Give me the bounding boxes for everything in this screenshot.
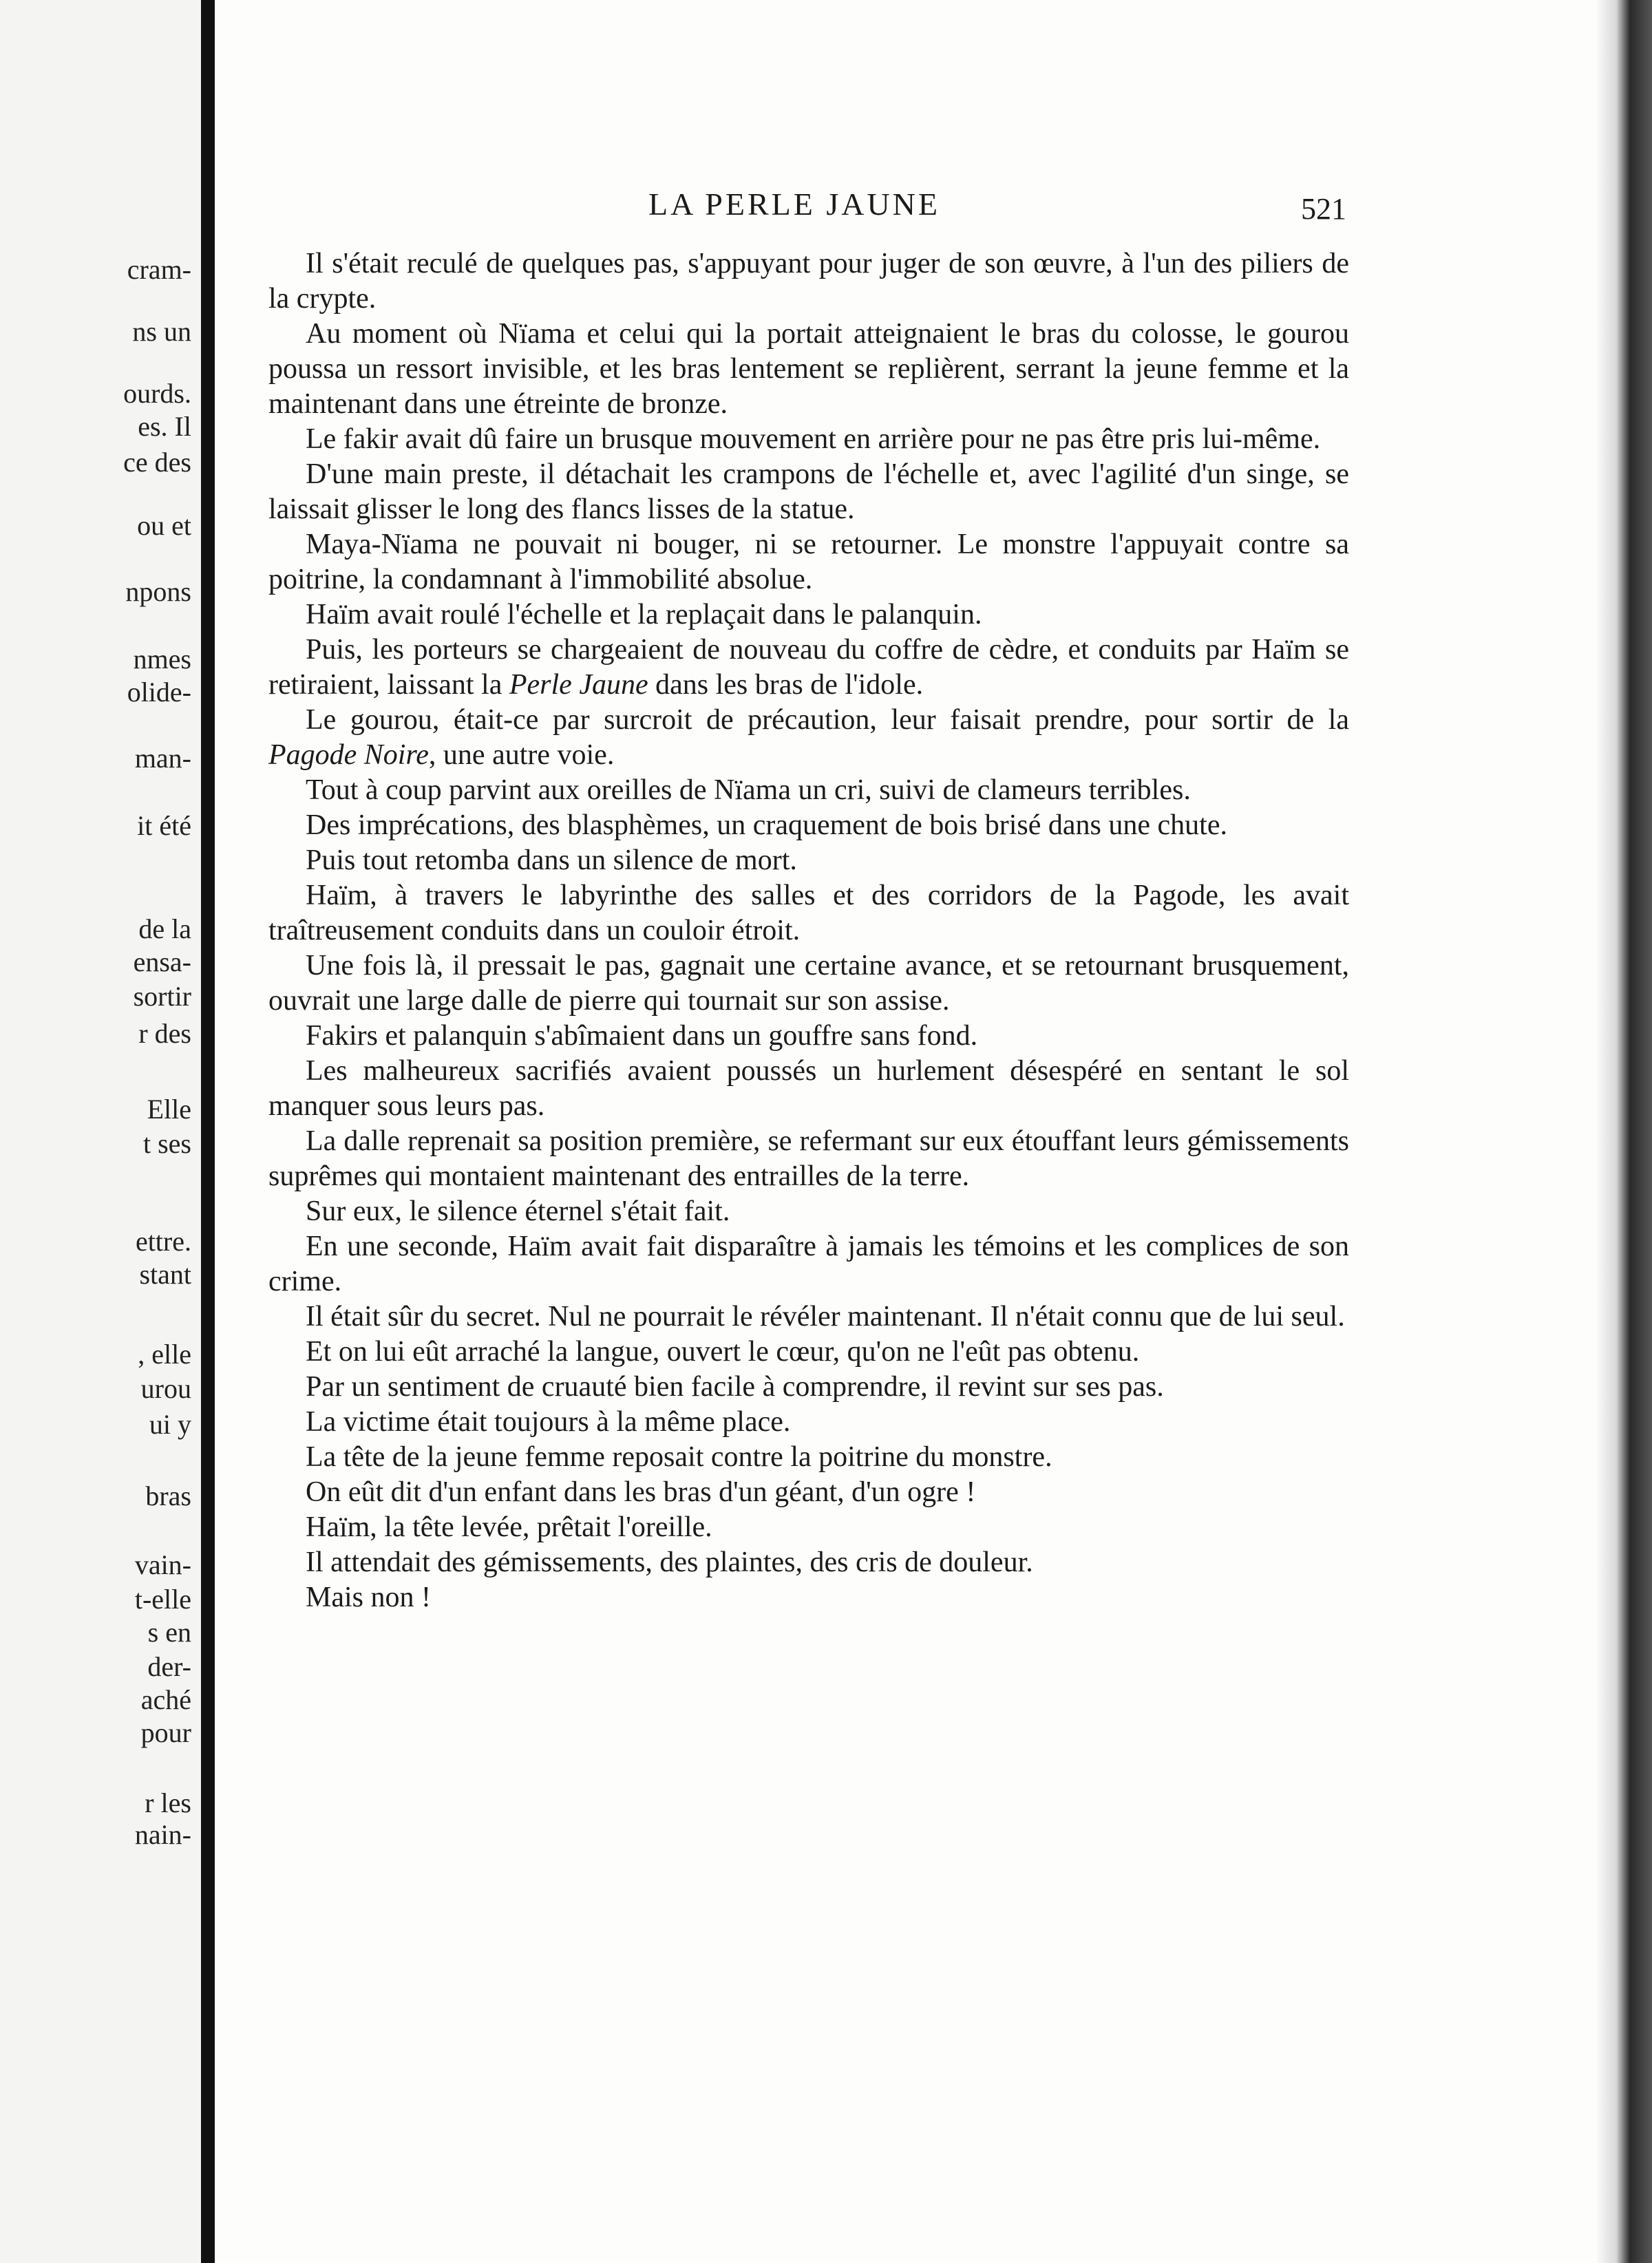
facing-page-fragment: ensa- [133, 946, 191, 977]
facing-page-fragment: r les [145, 1787, 191, 1818]
page-gutter [201, 0, 215, 2263]
paragraph: Fakirs et palanquin s'abîmaient dans un gouffre sans fond. [306, 1020, 978, 1052]
paragraph: On eût dit d'un enfant dans les bras d'un géant, d'un ogre ! [306, 1476, 976, 1508]
page-number: 521 [1301, 192, 1346, 226]
paragraph: Une fois là, il pressait le pas, gagnait une certaine avance, et se retournant brusquement, ouvrait une large dalle de pierre qui tournait sur son assise. [268, 950, 1349, 1017]
facing-page-fragment: nain- [134, 1819, 191, 1850]
paragraph: La dalle reprenait sa position première, se refermant sur eux étouffant leurs gémissements suprêmes qui montaient maintenant des entrailles de la terre. [268, 1125, 1349, 1192]
paragraph: Mais non ! [306, 1582, 431, 1613]
facing-page-fragment: bras [145, 1480, 191, 1511]
paragraph: Puis, les porteurs se chargeaient de nouveau du coffre de cèdre, et conduits par Haïm se retiraient, laissant la Perle Jaune dans les bras de l'idole. [268, 634, 1349, 701]
paragraph: Haïm avait roulé l'échelle et la replaçait dans le palanquin. [306, 599, 982, 630]
paragraph: Et on lui eût arraché la langue, ouvert le cœur, qu'on ne l'eût pas obtenu. [306, 1336, 1140, 1368]
facing-page-fragment: ou et [137, 510, 191, 541]
paragraph: La tête de la jeune femme reposait contre la poitrine du monstre. [306, 1441, 1052, 1473]
paragraph: En une seconde, Haïm avait fait disparaître à jamais les témoins et les complices de son crime. [268, 1231, 1349, 1297]
paragraph: Maya-Nïama ne pouvait ni bouger, ni se retourner. Le monstre l'appuyait contre sa poitrine, la condamnant à l'immobilité absolue. [268, 529, 1349, 595]
running-head: LA PERLE JAUNE [648, 187, 940, 222]
facing-page-fragment: nmes [133, 644, 191, 674]
paragraph: Des imprécations, des blasphèmes, un craquement de bois brisé dans une chute. [306, 809, 1227, 841]
facing-page-fragment: t-elle [134, 1584, 191, 1615]
facing-page-fragment: it été [137, 810, 191, 841]
facing-page-fragment: pour [140, 1717, 191, 1748]
paragraph: Les malheureux sacrifiés avaient poussés un hurlement désespéré en sentant le sol manquer sous leurs pas. [268, 1055, 1349, 1122]
facing-page-fragment: olide- [127, 677, 191, 708]
facing-page-strip [0, 0, 201, 2263]
facing-page-fragment: t ses [143, 1128, 191, 1159]
paragraph: Le gourou, était-ce par surcroit de précaution, leur faisait prendre, pour sortir de la Pagode Noire, une autre voie. [268, 704, 1349, 771]
paragraph: Haïm, à travers le labyrinthe des salles et des corridors de la Pagode, les avait traîtreusement conduits dans un couloir étroit. [268, 880, 1349, 946]
facing-page-fragment: stant [139, 1259, 191, 1290]
facing-page-fragment: ourds. [123, 378, 191, 409]
paragraph: Il était sûr du secret. Nul ne pourrait le révéler maintenant. Il n'était connu que de lui seul. [306, 1301, 1345, 1332]
paragraph: Par un sentiment de cruauté bien facile à comprendre, il revint sur ses pas. [306, 1371, 1164, 1403]
italic-title: Pagode Noire [268, 739, 429, 771]
facing-page-fragment: urou [140, 1373, 191, 1404]
paragraph: Il attendait des gémissements, des plaintes, des cris de douleur. [306, 1547, 1033, 1578]
paragraph: D'une main preste, il détachait les crampons de l'échelle et, avec l'agilité d'un singe, se laissait glisser le long des flancs lisses de la statue. [268, 458, 1349, 525]
facing-page-fragment: man- [134, 743, 191, 774]
facing-page-fragment: cram- [127, 254, 191, 285]
page-edge-shadow [1597, 0, 1652, 2263]
facing-page-fragment: ettre. [135, 1226, 191, 1257]
paragraph: Sur eux, le silence éternel s'était fait. [306, 1196, 730, 1227]
facing-page-fragment: ns un [132, 316, 191, 347]
paragraph: Il s'était reculé de quelques pas, s'appuyant pour juger de son œuvre, à l'un des piliers de la crypte. [268, 248, 1349, 315]
facing-page-fragment: aché [140, 1684, 191, 1715]
facing-page-fragment: de la [138, 913, 191, 944]
paragraph: La victime était toujours à la même place. [306, 1406, 791, 1438]
facing-page-fragment: Elle [147, 1094, 191, 1125]
paragraph: Haïm, la tête levée, prêtait l'oreille. [306, 1511, 712, 1543]
italic-title: Perle Jaune [509, 669, 648, 701]
facing-page-fragment: s en [147, 1617, 191, 1648]
paragraph: Au moment où Nïama et celui qui la portait atteignaient le bras du colosse, le gourou poussa un ressort invisible, et les bras lentement se replièrent, serrant la jeune femme et la maintenant dans une étreinte de bronze. [268, 318, 1349, 420]
facing-page-fragment: ce des [123, 447, 191, 478]
paragraph: Le fakir avait dû faire un brusque mouvement en arrière pour ne pas être pris lui-même. [306, 423, 1321, 455]
facing-page-fragment: , elle [138, 1339, 191, 1370]
body-text [268, 246, 1349, 1615]
facing-page-fragment: es. Il [138, 411, 191, 442]
facing-page-fragment: vain- [134, 1549, 191, 1580]
paragraph: Puis tout retomba dans un silence de mort. [306, 844, 797, 876]
facing-page-fragment: sortir [133, 981, 191, 1012]
facing-page-fragment: r des [138, 1018, 191, 1049]
facing-page-fragment: npons [125, 576, 191, 607]
facing-page-fragment: ui y [149, 1409, 191, 1440]
paragraph: Tout à coup parvint aux oreilles de Nïama un cri, suivi de clameurs terribles. [306, 774, 1191, 806]
facing-page-fragment: der- [147, 1651, 191, 1682]
